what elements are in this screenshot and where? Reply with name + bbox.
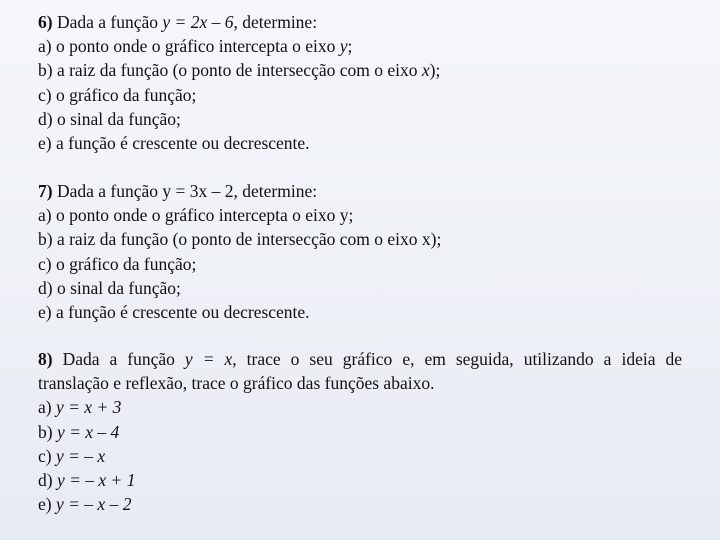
exercise-8-item-label: b) bbox=[38, 421, 57, 442]
exercise-6-equation: y = 2x – 6 bbox=[162, 12, 234, 32]
exercise-8-statement bbox=[38, 347, 682, 371]
exercise-8-item-label: a) bbox=[38, 397, 56, 418]
exercise-6-item-a-var: y bbox=[339, 36, 348, 57]
exercise-8-item-b bbox=[38, 420, 682, 444]
exercise-8-item-equation: y = – x bbox=[55, 445, 106, 466]
exercise-8-item-a bbox=[38, 395, 682, 419]
exercise-6-item-a bbox=[38, 34, 682, 58]
exercise-6-intro: Dada a função bbox=[52, 12, 163, 32]
exercise-6-number: 6) bbox=[38, 12, 53, 32]
exercise-8-number: 8) bbox=[38, 349, 53, 369]
exercise-8-item-c bbox=[38, 444, 682, 468]
exercise-8-intro-rest: , trace o seu gráfico e, em seguida, utilizando a ideia de bbox=[232, 349, 682, 369]
exercise-6-item-e: e) a função é crescente ou decrescente. bbox=[38, 133, 310, 154]
exercise-7-intro: Dada a função y = 3x – 2, determine: bbox=[52, 181, 318, 201]
exercise-7-number: 7) bbox=[38, 181, 53, 201]
exercise-6-statement bbox=[38, 10, 682, 34]
exercise-8-item-equation: y = – x + 1 bbox=[56, 470, 136, 491]
exercise-6-item-b-var: x bbox=[421, 60, 430, 81]
exercise-6 bbox=[38, 10, 682, 155]
exercise-7-item-e: e) a função é crescente ou decrescente. bbox=[38, 302, 310, 323]
exercise-8-item-d bbox=[38, 468, 682, 492]
exercise-8-item-equation: y = x – 4 bbox=[56, 421, 120, 442]
exercise-8-item-label: d) bbox=[38, 470, 57, 491]
exercise-8-item-label: c) bbox=[38, 445, 56, 466]
exercise-7-item-b: b) a raiz da função (o ponto de intersecção com o eixo x); bbox=[38, 229, 442, 250]
exercise-6-item-a-text: a) o ponto onde o gráfico intercepta o eixo bbox=[38, 36, 340, 57]
exercise-8-item-label: e) bbox=[38, 494, 56, 515]
exercise-8-item-equation: y = x + 3 bbox=[55, 397, 122, 418]
exercise-8-item-equation: y = – x – 2 bbox=[55, 494, 132, 515]
exercise-8-statement-line-2: translação e reflexão, trace o gráfico das funções abaixo. bbox=[38, 373, 435, 394]
exercise-6-item-a-end: ; bbox=[347, 36, 353, 57]
exercise-8-base-function: y = x bbox=[184, 349, 233, 369]
exercise-6-item-b-end: ); bbox=[429, 60, 441, 81]
exercise-7-item-a: a) o ponto onde o gráfico intercepta o eixo y; bbox=[38, 205, 354, 226]
exercise-6-item-b-text: b) a raiz da função (o ponto de intersecção com o eixo bbox=[38, 60, 422, 81]
exercise-6-intro-end: , determine: bbox=[233, 12, 318, 32]
exercise-6-item-c: c) o gráfico da função; bbox=[38, 84, 197, 105]
exercise-7-item-c: c) o gráfico da função; bbox=[38, 253, 197, 274]
exercise-7-item-d: d) o sinal da função; bbox=[38, 277, 181, 298]
exercise-7 bbox=[38, 179, 682, 324]
exercise-8-item-e bbox=[38, 492, 682, 516]
exercise-6-item-b bbox=[38, 58, 682, 82]
exercise-8-intro: Dada a função bbox=[52, 349, 185, 369]
exercise-6-item-d: d) o sinal da função; bbox=[38, 108, 181, 129]
exercise-8 bbox=[38, 347, 682, 516]
exercise-7-statement bbox=[38, 179, 682, 203]
